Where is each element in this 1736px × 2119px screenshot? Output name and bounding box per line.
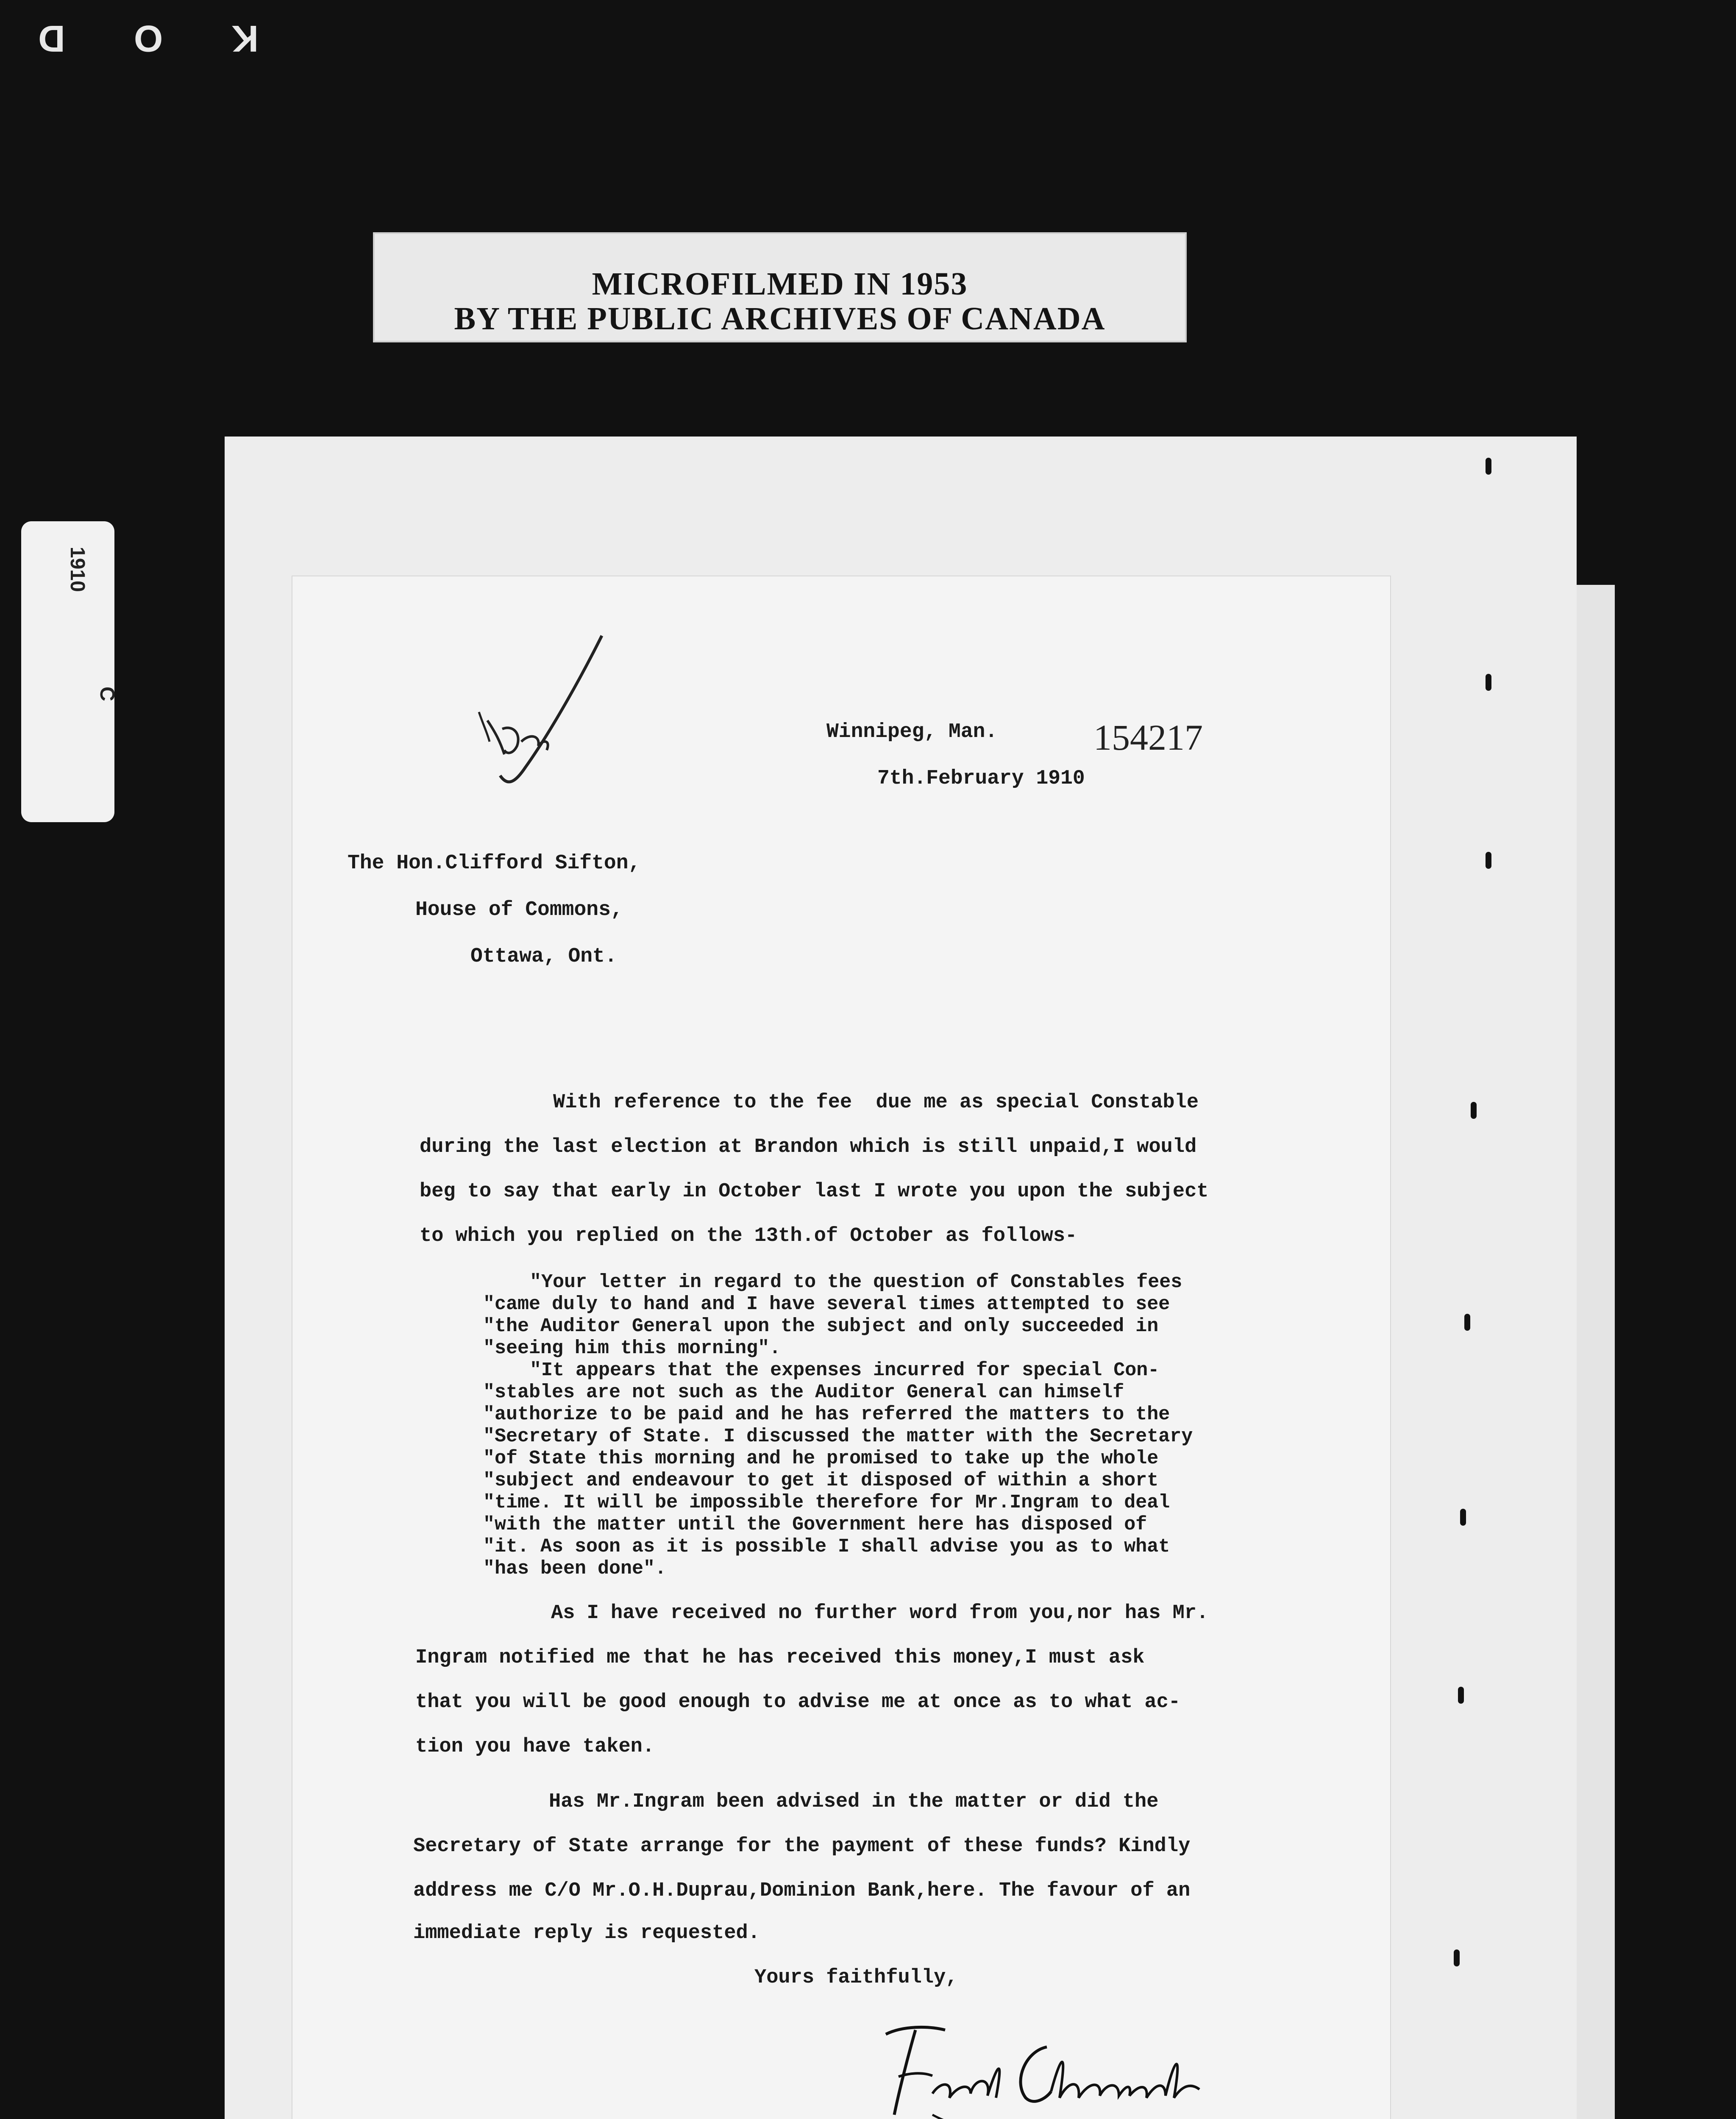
body-line: With reference to the fee due me as special Constable [553, 1091, 1199, 1114]
side-index-number: 1910 [66, 547, 89, 592]
quote-line: "time. It will be impossible therefore for Mr.Ingram to deal [483, 1492, 1170, 1513]
body-line: Ingram notified me that he has received this money,I must ask [415, 1646, 1145, 1669]
body-line: that you will be good enough to advise me at once as to what ac- [415, 1691, 1181, 1713]
body-line: during the last election at Brandon which is still unpaid,I would [420, 1136, 1197, 1158]
archive-label-line2: BY THE PUBLIC ARCHIVES OF CANADA [454, 301, 1106, 336]
quote-line: "Your letter in regard to the question of Constables fees [530, 1271, 1182, 1293]
quote-line: "with the matter until the Government here has disposed of [483, 1514, 1147, 1535]
recipient-line: House of Commons, [415, 898, 623, 921]
letter-date: 7th.February 1910 [877, 767, 1085, 790]
body-line: As I have received no further word from you,nor has Mr. [551, 1602, 1209, 1624]
archive-label [373, 232, 1187, 342]
punch-mark [1486, 674, 1491, 691]
quote-line: "of State this morning and he promised to take up the whole [483, 1448, 1159, 1469]
punch-mark [1458, 1687, 1464, 1704]
punch-mark [1464, 1314, 1470, 1331]
quote-line: "subject and endeavour to get it disposed of within a short [483, 1470, 1159, 1491]
punch-mark [1486, 458, 1491, 475]
punch-mark [1454, 1949, 1460, 1966]
body-line: address me C/O Mr.O.H.Duprau,Dominion Bank,here. The favour of an [413, 1880, 1191, 1902]
quote-line: "seeing him this morning". [483, 1338, 781, 1359]
quote-line: "has been done". [483, 1558, 667, 1580]
letter-place: Winnipeg, Man. [826, 720, 998, 743]
punch-mark [1471, 1102, 1477, 1119]
letter-page [292, 576, 1390, 2119]
handwritten-signature [869, 2009, 1242, 2119]
quote-line: "came duly to hand and I have several times attempted to see [483, 1293, 1170, 1315]
quote-line: "stables are not such as the Auditor General can himself [483, 1382, 1124, 1403]
closing: Yours faithfully, [754, 1966, 958, 1989]
film-code [38, 17, 259, 60]
quote-line: "it. As soon as it is possible I shall advise you as to what [483, 1536, 1170, 1557]
quote-line: "the Auditor General upon the subject and only succeeded in [483, 1315, 1159, 1337]
archive-label-line1: MICROFILMED IN 1953 [592, 266, 968, 302]
film-code-letter: O [134, 18, 163, 60]
backing-sheet-edge [1577, 585, 1615, 2119]
quote-line: "authorize to be paid and he has referred the matters to the [483, 1404, 1170, 1425]
body-line: immediate reply is requested. [413, 1922, 760, 1944]
recipient-line: Ottawa, Ont. [470, 945, 617, 968]
punch-mark [1460, 1509, 1466, 1526]
body-line: beg to say that early in October last I wrote you upon the subject [420, 1180, 1209, 1203]
film-code-letter: K [231, 18, 259, 60]
body-line: Secretary of State arrange for the payment of these funds? Kindly [413, 1835, 1191, 1858]
body-line: to which you replied on the 13th.of October as follows- [420, 1225, 1077, 1247]
quote-line: "It appears that the expenses incurred for special Con- [530, 1360, 1160, 1381]
recipient-line: The Hon.Clifford Sifton, [348, 852, 641, 875]
body-line: Has Mr.Ingram been advised in the matter or did the [549, 1791, 1159, 1813]
handwritten-initials-mark [470, 627, 615, 805]
body-line: tion you have taken. [415, 1735, 655, 1758]
side-index-letter: C [96, 687, 118, 701]
film-code-letter: D [38, 18, 65, 60]
archive-reference-number: 154217 [1093, 717, 1203, 758]
punch-mark [1486, 852, 1491, 869]
quote-line: "Secretary of State. I discussed the matter with the Secretary [483, 1426, 1193, 1447]
